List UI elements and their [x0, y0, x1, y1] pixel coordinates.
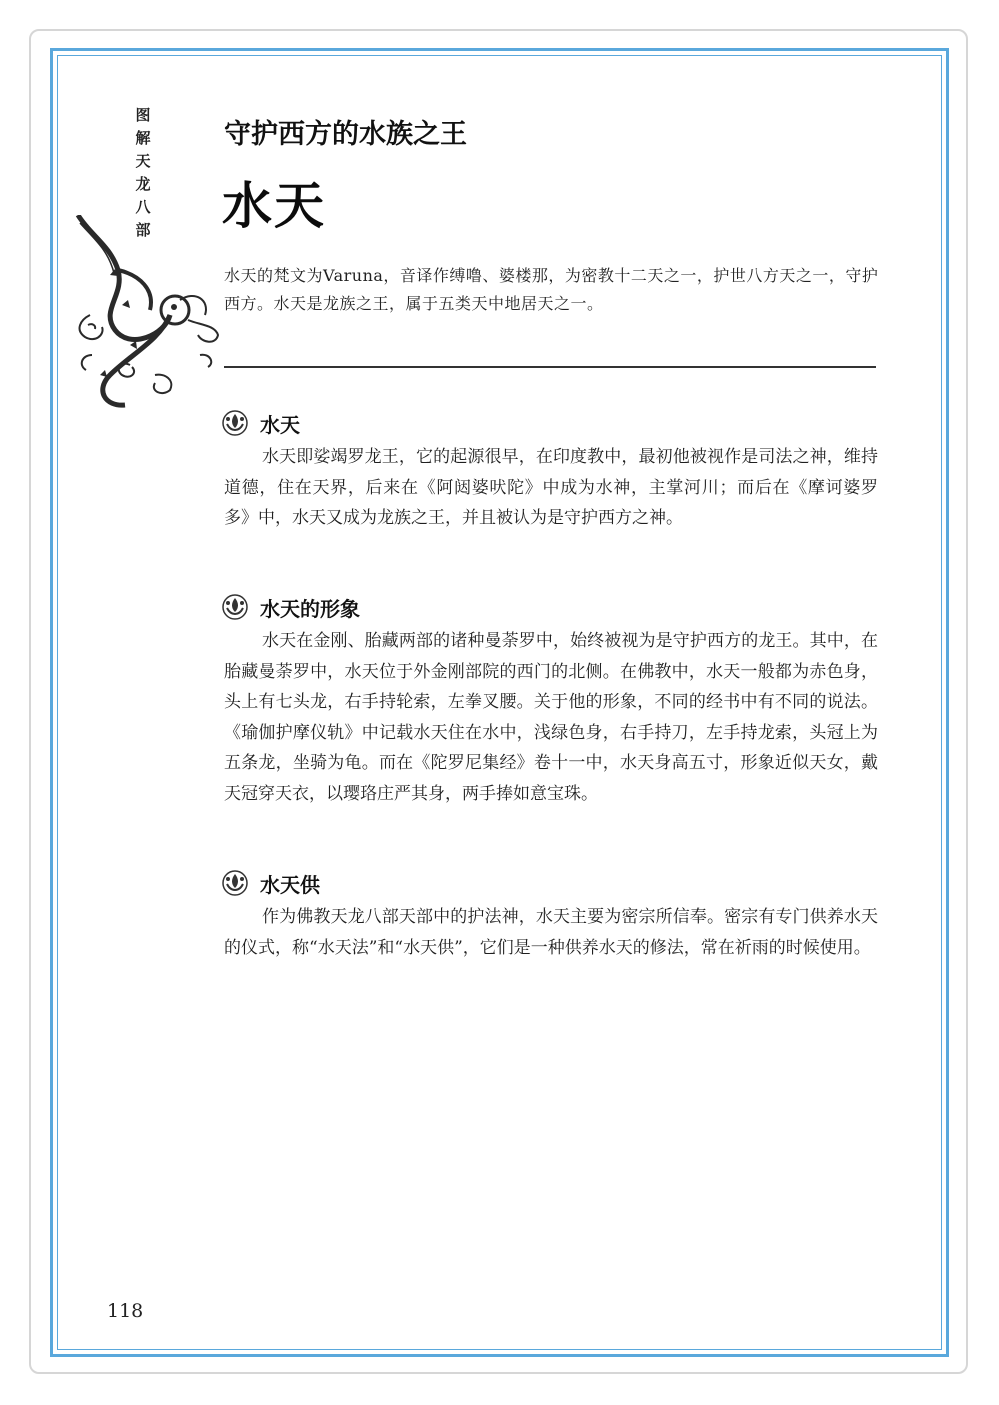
section-heading	[222, 868, 878, 898]
lotus-bullet-icon	[222, 410, 248, 436]
section-body: 水天即娑竭罗龙王，它的起源很早，在印度教中，最初他被视作是司法之神，维持道德，住在天界，后来在《阿闼婆吠陀》中成为水神，主掌河川；而后在《摩诃婆罗多》中，水天又成为龙族之王，并且被认为是守护西方之神。	[224, 447, 878, 528]
section-shuitian	[222, 408, 878, 534]
page-subtitle: 守护西方的水族之王	[224, 119, 467, 150]
section-body: 作为佛教天龙八部天部中的护法神，水天主要为密宗所信奉。密宗有专门供养水天的仪式，称“水天法”和“水天供”，它们是一种供养水天的修法，常在祈雨的时候使用。	[224, 907, 878, 958]
side-label-char: 龙	[135, 175, 151, 193]
lotus-bullet-icon	[222, 594, 248, 620]
intro-paragraph: 水天的梵文为Varuna，音译作缚噜、婆楼那，为密教十二天之一，护世八方天之一，守护西方。水天是龙族之王，属于五类天中地居天之一。	[224, 266, 879, 313]
dragon-illustration	[70, 215, 220, 415]
side-label-char: 图	[135, 106, 151, 124]
section-body: 水天在金刚、胎藏两部的诸种曼荼罗中，始终被视为是守护西方的龙王。其中，在胎藏曼荼罗中，水天位于外金刚部院的西门的北侧。在佛教中，水天一般都为赤色身，头上有七头龙，右手持轮索，左拳叉腰。关于他的形象，不同的经书中有不同的说法。《瑜伽护摩仪轨》中记载水天住在水中，浅绿色身，右手持刀，左手持龙索，头冠上为五条龙，坐骑为龟。而在《陀罗尼集经》卷十一中，水天身高五寸，形象近似天女，戴天冠穿天衣，以璎珞庄严其身，两手捧如意宝珠。	[224, 631, 878, 804]
section-heading	[222, 408, 878, 438]
section-heading-text: 水天供	[260, 872, 320, 897]
side-label-char: 部	[135, 221, 151, 239]
side-label-char: 解	[135, 129, 151, 147]
side-label-char: 天	[135, 152, 151, 170]
section-heading-text: 水天	[260, 412, 300, 437]
section-heading-text: 水天的形象	[260, 596, 360, 621]
side-label-char: 八	[135, 198, 151, 216]
section-shuitian-offering	[222, 868, 878, 963]
lotus-bullet-icon	[222, 870, 248, 896]
page-title: 水天	[222, 177, 326, 235]
divider-rule	[224, 366, 876, 368]
section-shuitian-image	[222, 592, 878, 809]
section-heading	[222, 592, 878, 622]
page-number: 118	[107, 1300, 144, 1322]
